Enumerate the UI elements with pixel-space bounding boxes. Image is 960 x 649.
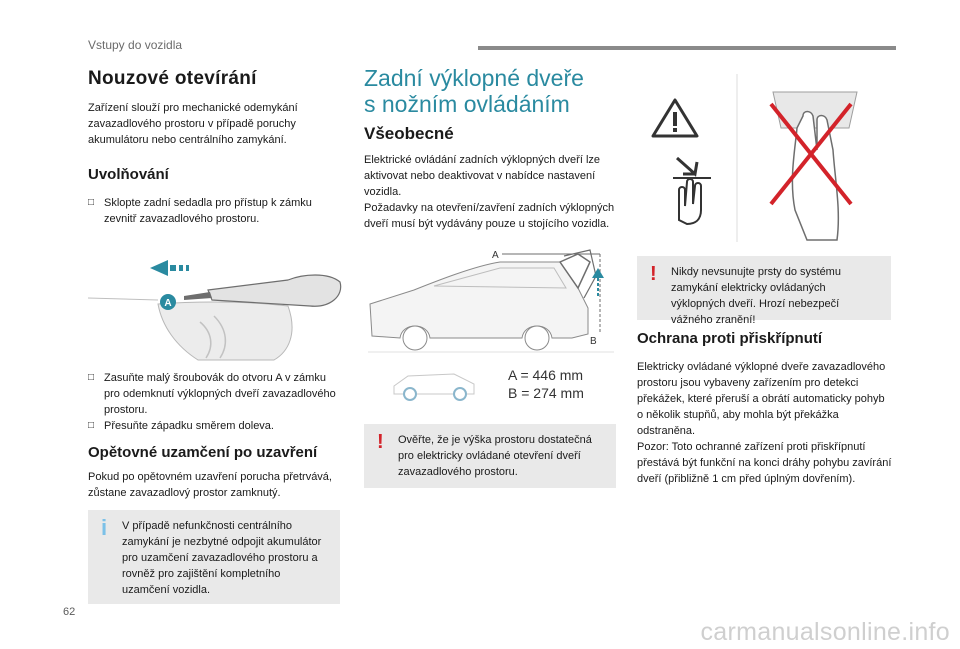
anti-pinch-heading: Ochrana proti přiskřípnutí	[637, 330, 823, 347]
warning-note-height	[364, 424, 616, 488]
info-note	[88, 510, 340, 604]
warning-note-fingers	[637, 256, 891, 326]
arrow-down-right-icon	[677, 158, 697, 174]
anti-pinch-illustration	[637, 70, 893, 246]
general-heading: Všeobecné	[364, 124, 454, 143]
warning-triangle-dot	[673, 128, 677, 132]
general-text-2: Požadavky na otevření/zavření zadních výklopných dveří musí být vydávány pouze u stojícího vozidla.	[364, 202, 615, 230]
warning-note-height-text: Ověřte, že je výška prostoru dostatečná pro elektricky ovládané otevření dveří zavazadlového prostoru.	[398, 434, 592, 478]
warning-exclamation-icon: !	[650, 263, 657, 285]
header-rule	[478, 46, 896, 50]
warning-exclamation-icon: !	[377, 431, 384, 453]
warning-triangle-bar	[673, 112, 677, 126]
hand-icon	[679, 179, 701, 224]
dimension-label-b: B	[590, 336, 597, 347]
release-heading: Uvolňování	[88, 166, 169, 183]
arrow-dash	[186, 265, 189, 271]
watermark: carmanualsonline.info	[700, 618, 950, 646]
chapter-title: Vstupy do vozidla	[88, 38, 183, 52]
car-icon-wheel-rear	[454, 388, 466, 400]
tailgate-dimension-diagram	[364, 248, 616, 408]
warning-note-fingers-text: Nikdy nevsunujte prsty do systému zamykání elektricky ovládaných výklopných dveří. Hrozí nebezpečí vážného zranění!	[671, 266, 841, 326]
front-wheel	[403, 326, 427, 350]
release-step-1	[88, 195, 342, 227]
column-emergency-opening	[88, 64, 342, 227]
car-icon-wheel-front	[404, 388, 416, 400]
anti-pinch-text-2: Pozor: Toto ochranné zařízení proti přiskřípnutí přestává být funkční na konci dráhy pohybu zavírání dveří (přibližně 1 cm před úplným dovřením).	[637, 441, 892, 485]
column-foot-tailgate	[364, 64, 616, 232]
arrow-up-icon	[592, 268, 604, 278]
bullet-icon: □	[88, 420, 95, 431]
release-steps-continued	[88, 370, 342, 501]
general-text-1: Elektrické ovládání zadních výklopných dveří lze aktivovat nebo deaktivovat v nabídce nastavení vozidla.	[364, 154, 601, 198]
info-icon: i	[101, 515, 108, 540]
relock-heading: Opětovné uzamčení po uzavření	[88, 444, 318, 461]
bullet-icon: □	[88, 197, 95, 208]
page-number: 62	[63, 606, 76, 618]
lock-housing	[158, 302, 292, 360]
release-step-2-text: Zasuňte malý šroubovák do otvoru A v zámku pro odemknutí výklopných dveří zavazadlového prostoru.	[104, 372, 336, 416]
relock-text: Pokud po opětovném uzavření porucha přetrvává, zůstane zavazadlový prostor zamknutý.	[88, 471, 332, 499]
info-note-text: V případě nefunkčnosti centrálního zamykání je nezbytné odpojit akumulátor pro uzamčení zavazadlového prostoru a rovněž pro zajištění kompletního uzamčení vozidla.	[122, 520, 322, 596]
rear-wheel	[525, 326, 549, 350]
section-title-line-2: s nožním ovládáním	[364, 91, 570, 117]
arrow-dash	[170, 265, 176, 271]
callout-a-label: A	[164, 298, 172, 309]
anti-pinch-text-1: Elektricky ovládané výklopné dveře zavazadlového prostoru jsou vybaveny zařízením pro detekci překážek, které přeruší a obrátí automaticky pohyb o několik stupňů, aby mohla být překážka odstraněna.	[637, 361, 886, 437]
emergency-intro: Zařízení slouží pro mechanické odemykání zavazadlového prostoru v případě poruchy akumulátoru nebo centrálního zamykání.	[88, 102, 298, 146]
release-step-2	[88, 370, 342, 418]
arrow-dash	[179, 265, 183, 271]
section-heading-emergency: Nouzové otevírání	[88, 68, 257, 89]
anti-pinch-section	[637, 322, 893, 487]
dimension-a-value: A = 446 mm	[508, 367, 584, 383]
screwdriver-handle	[208, 275, 341, 306]
screwdriver-tip	[184, 292, 212, 300]
release-step-1-text: Sklopte zadní sedadla pro přístup k zámku zevnitř zavazadlového prostoru.	[104, 197, 312, 225]
section-title-line-1: Zadní výklopné dveře	[364, 65, 584, 91]
arrow-left-icon	[150, 260, 168, 276]
release-step-3	[88, 418, 342, 434]
dimension-b-value: B = 274 mm	[508, 385, 584, 401]
bullet-icon: □	[88, 372, 95, 383]
release-step-3-text: Přesuňte západku směrem doleva.	[104, 420, 274, 432]
trim-line	[88, 298, 158, 300]
trunk-lock-illustration	[88, 246, 342, 364]
dimension-label-a: A	[492, 250, 499, 261]
